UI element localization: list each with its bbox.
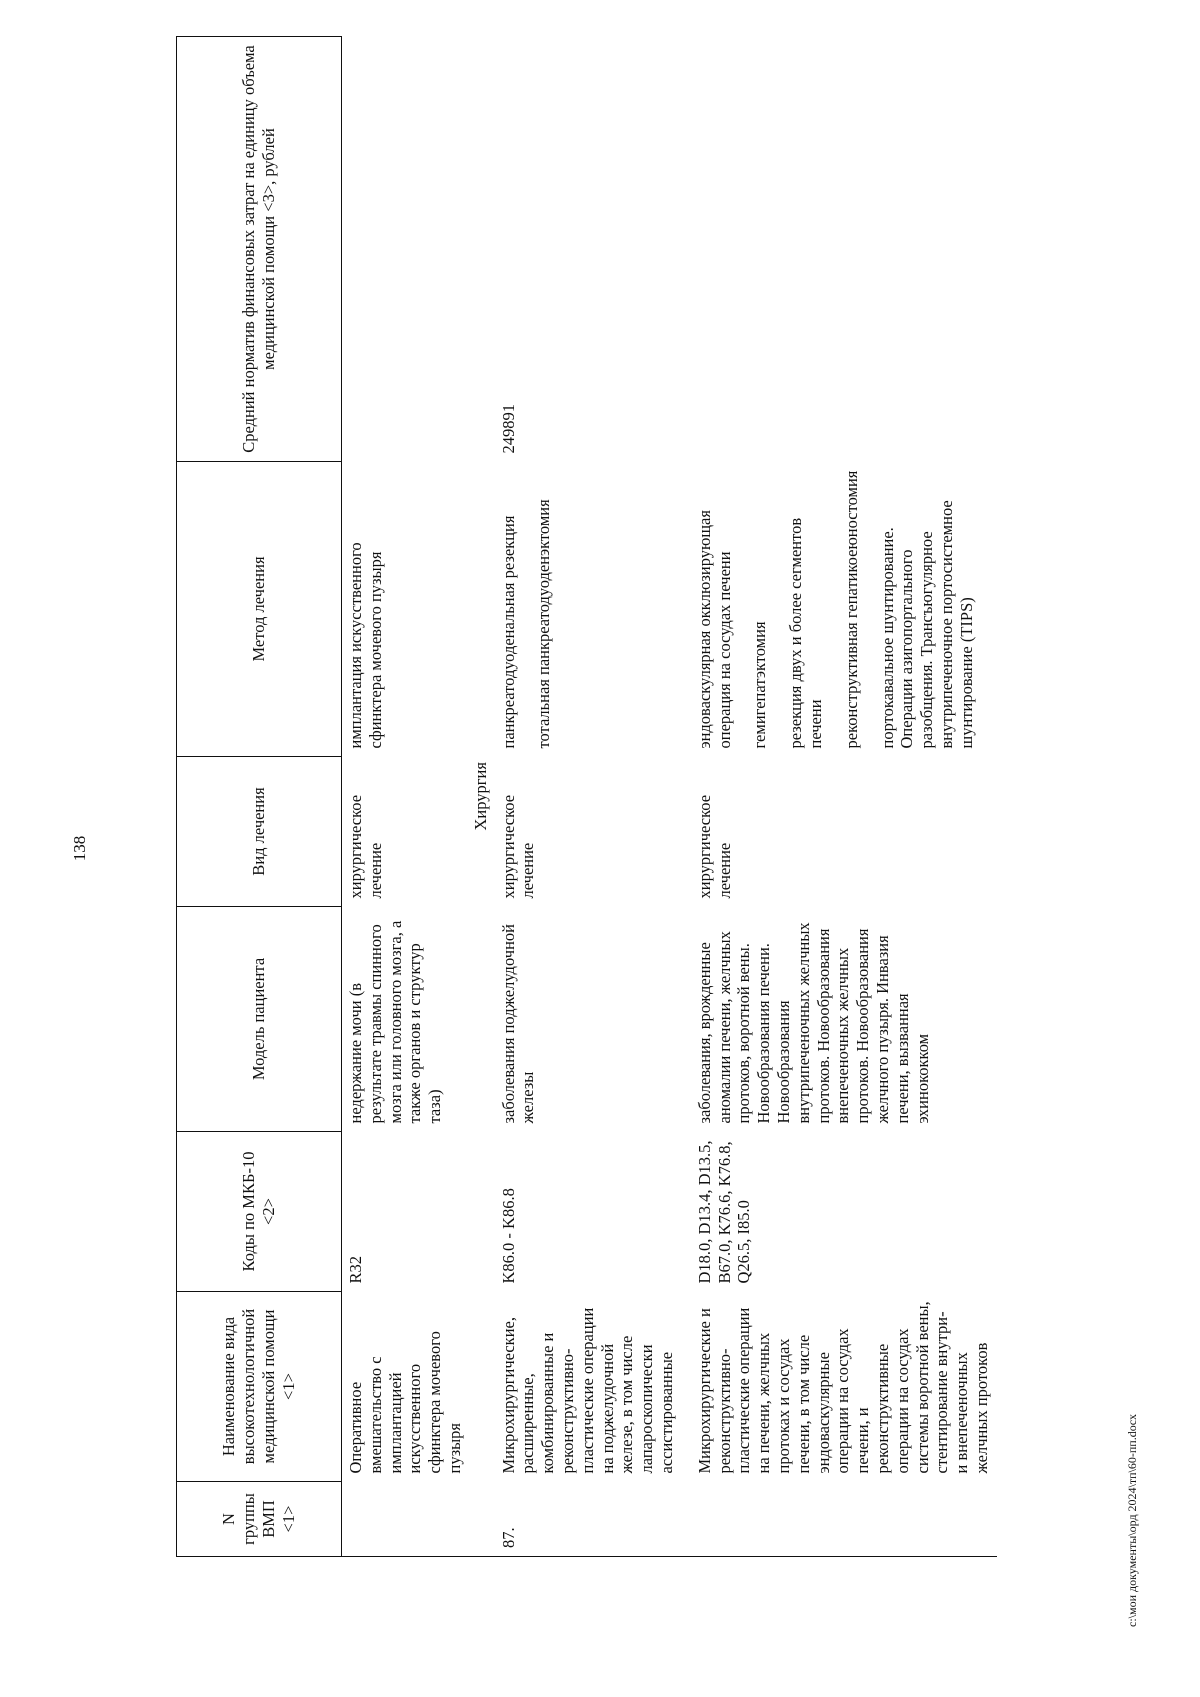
method-item: панкреатодуоденальная резекция — [498, 515, 518, 749]
footer-file-path: c:\мои документы\орд 2024\тп\60-пп.docx — [1125, 1413, 1139, 1627]
cell-vmp-name: Микрохирургические и реконструктивно-пластические операции на печени, желчных протоках и сосудах печени, в том числе эндоваскулярные операции на сосудах печени, и реконструктивные операции на сосудах системы воротной вены, стентирование внутри- и внепеченочных желчных протоков — [694, 1301, 991, 1474]
cell-icd-codes: R32 — [346, 1255, 365, 1284]
header-treatment-method: Метод лечения — [177, 462, 342, 757]
table-row — [495, 37, 681, 1557]
table-header-row — [177, 37, 342, 1557]
header-vmp-name: Наименование вида высокотехнологичной медицинской помощи <1> — [177, 1292, 342, 1482]
method-item: резекция двух и более сегментов печени — [786, 517, 825, 749]
cell-treatment-method — [495, 462, 681, 757]
cell-patient-model: недержание мочи (в результате травмы спинного мозга или головного мозга, а также органов и структур таза) — [346, 920, 445, 1124]
header-patient-model: Модель пациента — [177, 907, 342, 1132]
header-group-number: N группы ВМП <1> — [177, 1482, 342, 1557]
vmp-table — [176, 36, 997, 1557]
cell-icd-codes: K86.0 - K86.8 — [498, 1188, 518, 1284]
method-item: тотальная панкреатодуоденэктомия — [534, 499, 554, 749]
cell-group-number — [342, 1482, 469, 1557]
section-title: Хирургия — [470, 762, 490, 831]
section-row — [469, 37, 495, 1557]
cell-treatment-kind: хирургическое лечение — [498, 794, 538, 899]
header-treatment-kind: Вид лечения — [177, 757, 342, 907]
cell-average-cost: 249891 — [498, 404, 518, 454]
table-row — [681, 37, 997, 1557]
cell-vmp-name: Оперативное вмешательство с имплантацией искусственного сфинктера мочевого пузыря — [346, 1331, 464, 1474]
cell-vmp-name: Микрохирургические, расширенные, комбинированные и реконструктивно-пластические операции на поджелудочной железе, в том числе лапароскопически ассистированные — [498, 1307, 676, 1474]
cell-average-cost — [342, 37, 469, 462]
method-item: реконструктивная гепатикоеюностомия — [841, 470, 861, 749]
table-row — [342, 37, 469, 1557]
vmp-table-container — [176, 36, 997, 1557]
cell-average-cost — [681, 37, 997, 462]
cell-icd-codes: D18.0, D13.4, D13.5, B67.0, K76.6, K76.8, Q26.5, I85.0 — [694, 1140, 754, 1284]
cell-group-number: 87. — [498, 1527, 518, 1548]
cell-treatment-method — [681, 462, 997, 757]
cell-group-number — [681, 1482, 997, 1557]
method-item: имплантация искусственного сфинктера мочевого пузыря — [346, 542, 385, 749]
cell-treatment-method — [342, 462, 469, 757]
cell-patient-model: заболевания, врожденные аномалии печени, желчных протоков, воротной вены. Новообразования печени. Новообразования внутрипеченочных желчных протоков. Новообразования внепеченочных желчных протоков. Новообразования желчного пузыря. Инвазия печени, вызванная эхинококком — [694, 922, 932, 1124]
header-icd-codes: Коды по МКБ-10 <2> — [177, 1132, 342, 1292]
page-number: 138 — [70, 835, 89, 862]
method-item: гемигепатэктомия — [750, 621, 770, 749]
cell-treatment-kind: хирургическое лечение — [346, 794, 385, 899]
cell-treatment-kind: хирургическое лечение — [694, 794, 734, 899]
method-item: эндоваскулярная окклюзирующая операция на сосудах печени — [694, 510, 734, 749]
method-item: портокавальное шунтирование. Операции азигопортального разобщения. Трансъюгулярное внутрипеченочное портосистемное шунтирование (TIPS) — [877, 500, 976, 749]
header-average-cost: Средний норматив финансовых затрат на единицу объема медицинской помощи <3>, рублей — [177, 37, 342, 462]
cell-patient-model: заболевания поджелудочной железы — [498, 924, 538, 1124]
